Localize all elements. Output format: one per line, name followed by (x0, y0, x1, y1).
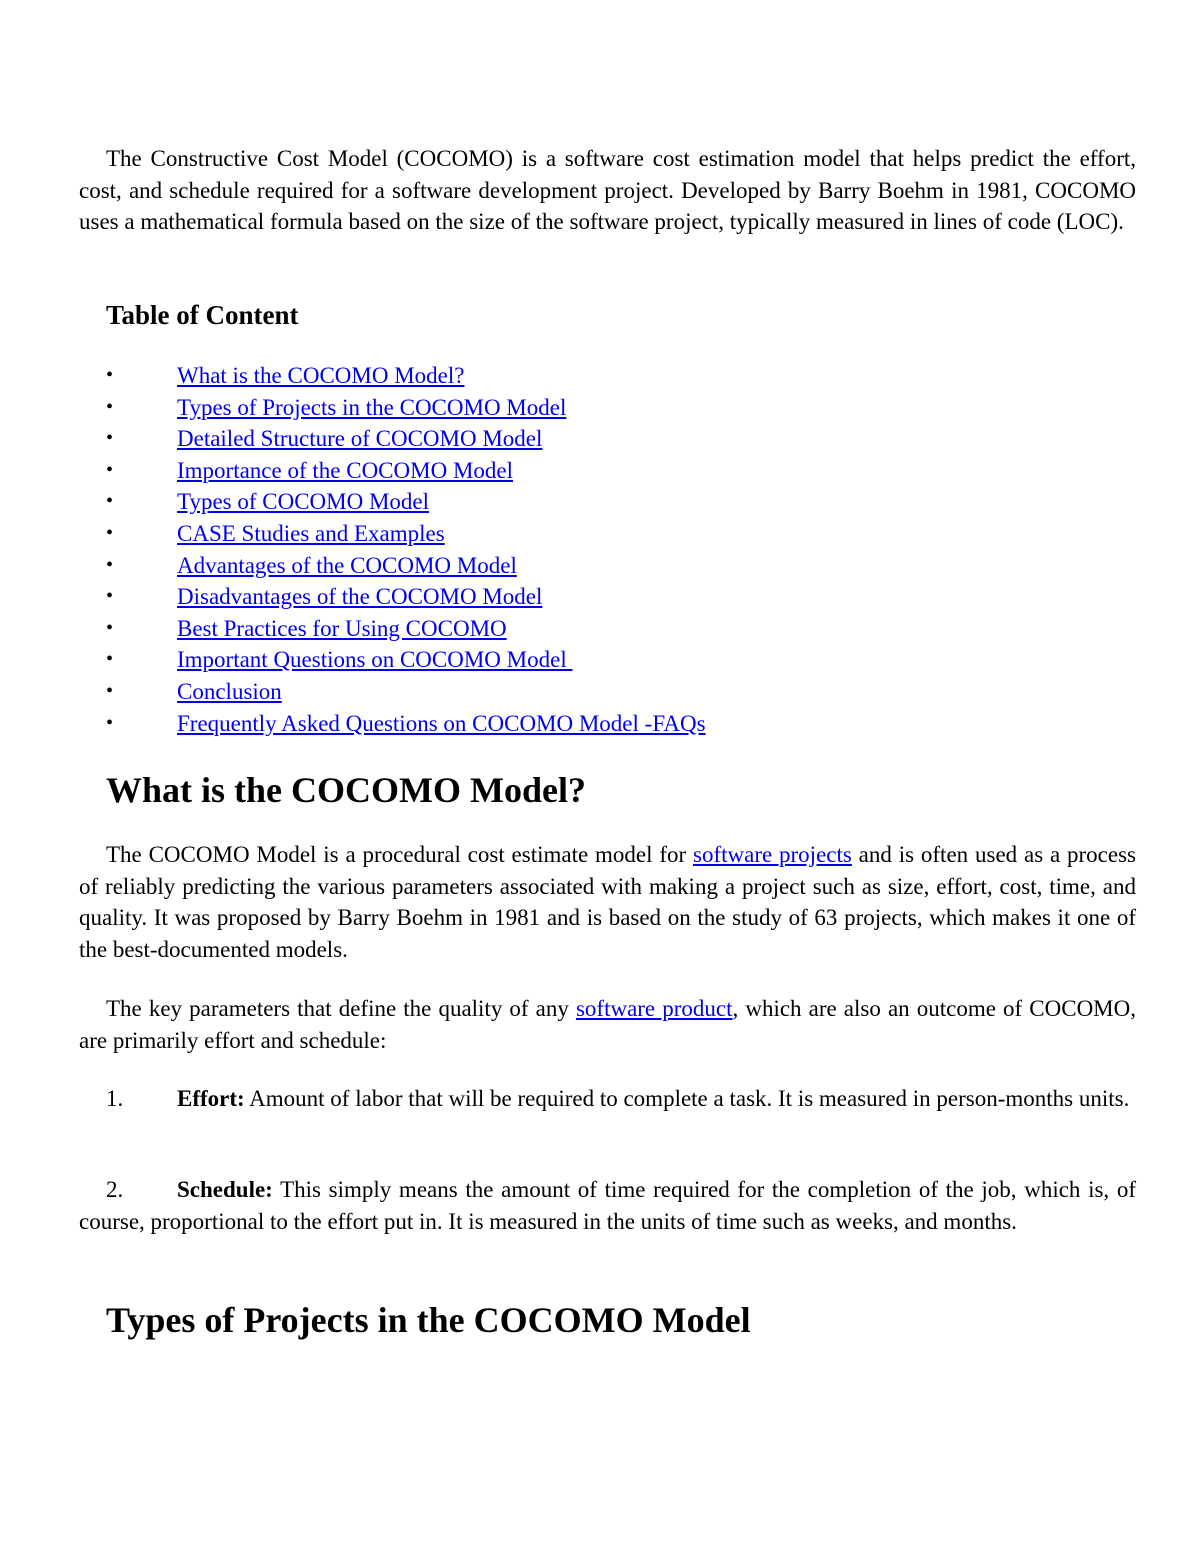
bullet-icon: • (106, 395, 114, 418)
bullet-icon: • (106, 490, 114, 513)
section1-p1-text-end: and is often used as a process of reliably predicting the various parameters associated with making a project such as size, effort, cost, time, and quality. It was proposed by Barry Boehm in 1981 and is based on the study of 63 projects, which makes it one of the best-documented models. (79, 842, 1137, 962)
section1-p2-text-start: The key parameters that define the quality of any (106, 996, 576, 1021)
section1-paragraph-1 (79, 839, 1136, 965)
toc-title: Table of Content (106, 300, 299, 330)
toc-link-types-of-cocomo[interactable]: Types of COCOMO Model (177, 489, 430, 515)
toc-item (0, 613, 1200, 645)
intro-paragraph: The Constructive Cost Model (COCOMO) is a software cost estimation model that helps predict the effort, cost, and schedule required for a software development project. Developed by Barry Boehm in 1981, COCOMO uses a mathematical formula based on the size of the software project, typically measured in lines of code (LOC). (79, 146, 1136, 234)
toc-item (0, 392, 1200, 424)
section-heading-types-of-projects: Types of Projects in the COCOMO Model (106, 1300, 751, 1340)
section1-paragraph-2 (79, 993, 1136, 1056)
bullet-icon: • (106, 711, 114, 734)
bullet-icon: • (106, 679, 114, 702)
toc-link-detailed-structure[interactable]: Detailed Structure of COCOMO Model (177, 426, 543, 452)
list-text: This simply means the amount of time required for the completion of the job, which is, of course, proportional to the effort put in. It is measured in the units of time such as weeks, and months. (79, 1177, 1136, 1234)
bullet-icon: • (106, 648, 114, 671)
bullet-icon: • (106, 585, 114, 608)
toc-item (0, 486, 1200, 518)
toc-link-faqs[interactable]: Frequently Asked Questions on COCOMO Model -FAQs (177, 710, 706, 736)
list-term: Effort: (177, 1086, 245, 1111)
toc-item (0, 518, 1200, 550)
toc-link-best-practices[interactable]: Best Practices for Using COCOMO (177, 615, 507, 641)
bullet-icon: • (106, 458, 114, 481)
toc-item (0, 423, 1200, 455)
toc-item (0, 360, 1200, 392)
toc-link-types-of-projects[interactable]: Types of Projects in the COCOMO Model (177, 394, 567, 420)
software-product-link[interactable]: software product (575, 996, 733, 1021)
list-number: 2. (106, 1177, 124, 1202)
toc-item (0, 644, 1200, 676)
bullet-icon: • (106, 616, 114, 639)
section1-p2-text-end: , which are also an outcome of COCOMO, are primarily effort and schedule: (79, 996, 1136, 1053)
toc-link-what-is-cocomo[interactable]: What is the COCOMO Model? (177, 363, 465, 388)
bullet-icon: • (106, 427, 114, 450)
toc-list (0, 360, 1200, 739)
section1-p1-text-start: The COCOMO Model is a procedural cost estimate model for (106, 842, 693, 867)
toc-item (0, 676, 1200, 708)
section-heading-what-is-cocomo: What is the COCOMO Model? (106, 770, 586, 810)
list-text: Amount of labor that will be required to complete a task. It is measured in person-months units. (244, 1086, 1130, 1111)
numbered-item-schedule (79, 1174, 1136, 1237)
bullet-icon: • (106, 521, 114, 544)
toc-item (0, 581, 1200, 613)
bullet-icon: • (106, 364, 114, 386)
toc-item (0, 550, 1200, 582)
toc-link-important-questions[interactable]: Important Questions on COCOMO Model (177, 647, 573, 673)
toc-link-importance[interactable]: Importance of the COCOMO Model (177, 457, 513, 483)
software-projects-link[interactable]: software projects (693, 842, 852, 867)
list-number: 1. (106, 1086, 124, 1111)
toc-item (0, 708, 1200, 740)
list-term: Schedule: (177, 1177, 273, 1202)
toc-link-case-studies[interactable]: CASE Studies and Examples (177, 520, 445, 546)
toc-link-disadvantages[interactable]: Disadvantages of the COCOMO Model (177, 584, 543, 610)
numbered-item-effort (79, 1083, 1136, 1115)
toc-link-advantages[interactable]: Advantages of the COCOMO Model (177, 552, 517, 578)
toc-link-conclusion[interactable]: Conclusion (177, 678, 282, 704)
bullet-icon: • (106, 553, 114, 576)
toc-item (0, 455, 1200, 487)
